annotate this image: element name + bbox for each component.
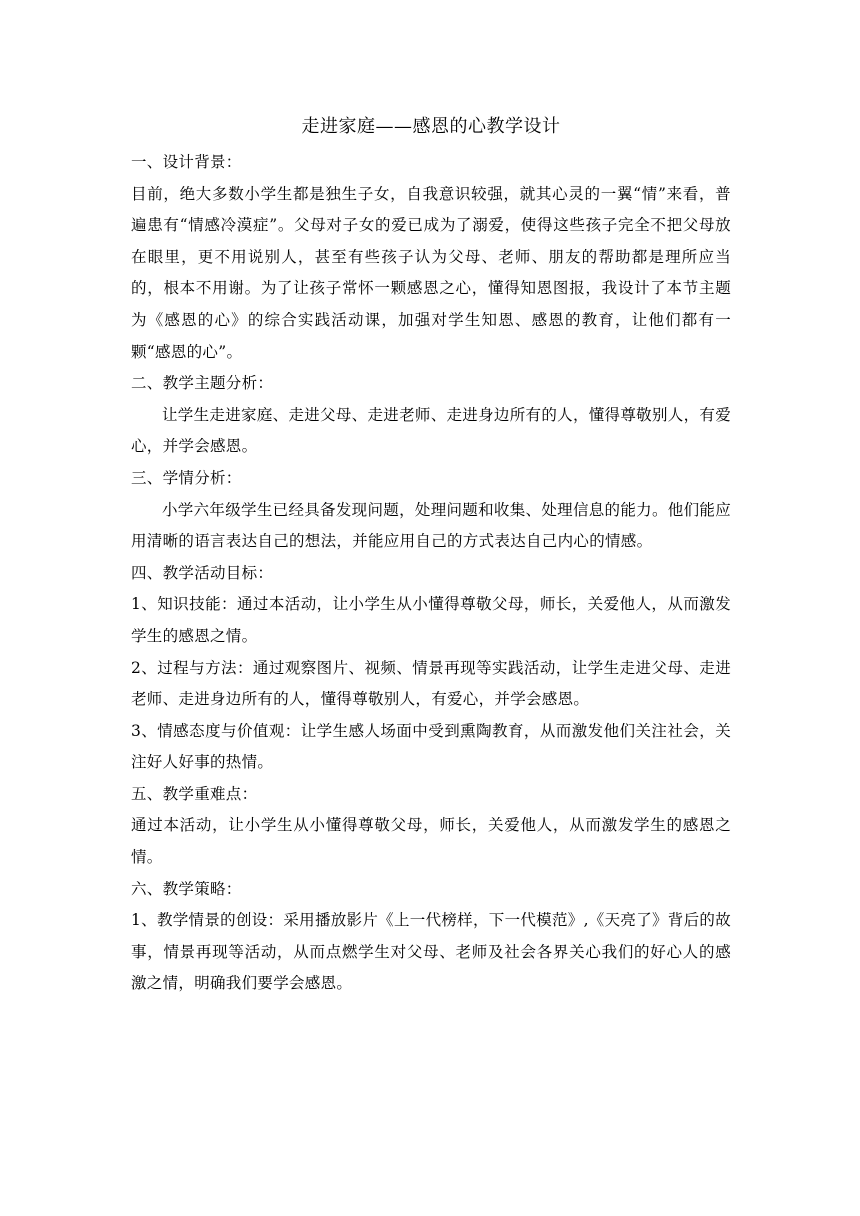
section-heading: 三、学情分析：	[131, 468, 242, 487]
section-paragraph: 让学生走进家庭、走进父母、走进老师、走进身边所有的人，懂得尊敬别人，有爱心，并学会感恩。	[131, 405, 731, 456]
section-design-background	[131, 147, 731, 368]
section-student-analysis	[131, 463, 731, 558]
objective-item: 1、知识技能：通过本活动，让小学生从小懂得尊敬父母，师长，关爱他人，从而激发学生的感恩之情。	[131, 595, 731, 645]
section-key-difficulties	[131, 779, 731, 874]
section-heading: 一、设计背景：	[131, 153, 242, 171]
section-teaching-strategy	[131, 874, 731, 1000]
section-objectives	[131, 558, 731, 779]
document-title: 走进家庭——感恩的心教学设计	[301, 116, 561, 137]
objective-item: 2、过程与方法：通过观察图片、视频、情景再现等实践活动，让学生走进父母、走进老师、走进身边所有的人，懂得尊敬别人，有爱心，并学会感恩。	[131, 658, 731, 709]
section-paragraph: 小学六年级学生已经具备发现问题，处理问题和收集、处理信息的能力。他们能应用清晰的语言表达自己的想法，并能应用自己的方式表达自己内心的情感。	[131, 500, 731, 551]
section-heading: 六、教学策略：	[131, 879, 242, 898]
objective-item: 3、情感态度与价值观：让学生感人场面中受到熏陶教育，从而激发他们关注社会，关注好人好事的热情。	[131, 721, 731, 772]
strategy-item: 1、教学情景的创设：采用播放影片《上一代榜样，下一代模范》,《天亮了》背后的故事，情景再现等活动，从而点燃学生对父母、老师及社会各界关心我们的好心人的感激之情，明确我们要学会感恩。	[131, 911, 731, 993]
document-page	[131, 111, 731, 1000]
section-heading: 二、教学主题分析：	[131, 374, 274, 393]
section-heading: 四、教学活动目标：	[131, 563, 274, 582]
section-paragraph: 通过本活动，让小学生从小懂得尊敬父母，师长，关爱他人，从而激发学生的感恩之情。	[131, 816, 731, 867]
section-theme-analysis	[131, 368, 731, 463]
section-paragraph: 目前，绝大多数小学生都是独生子女，自我意识较强，就其心灵的一翼“情”来看，普遍患有“情感冷漠症”。父母对子女的爱已成为了溺爱，使得这些孩子完全不把父母放在眼里，更不用说别人，甚至有些孩子认为父母、老师、朋友的帮助都是理所应当的，根本不用谢。为了让孩子常怀一颗感恩之心，懂得知恩图报，我设计了本节主题为《感恩的心》的综合实践活动课，加强对学生知恩、感恩的教育，让他们都有一颗“感恩的心”。	[131, 184, 731, 361]
section-heading: 五、教学重难点：	[131, 784, 258, 803]
